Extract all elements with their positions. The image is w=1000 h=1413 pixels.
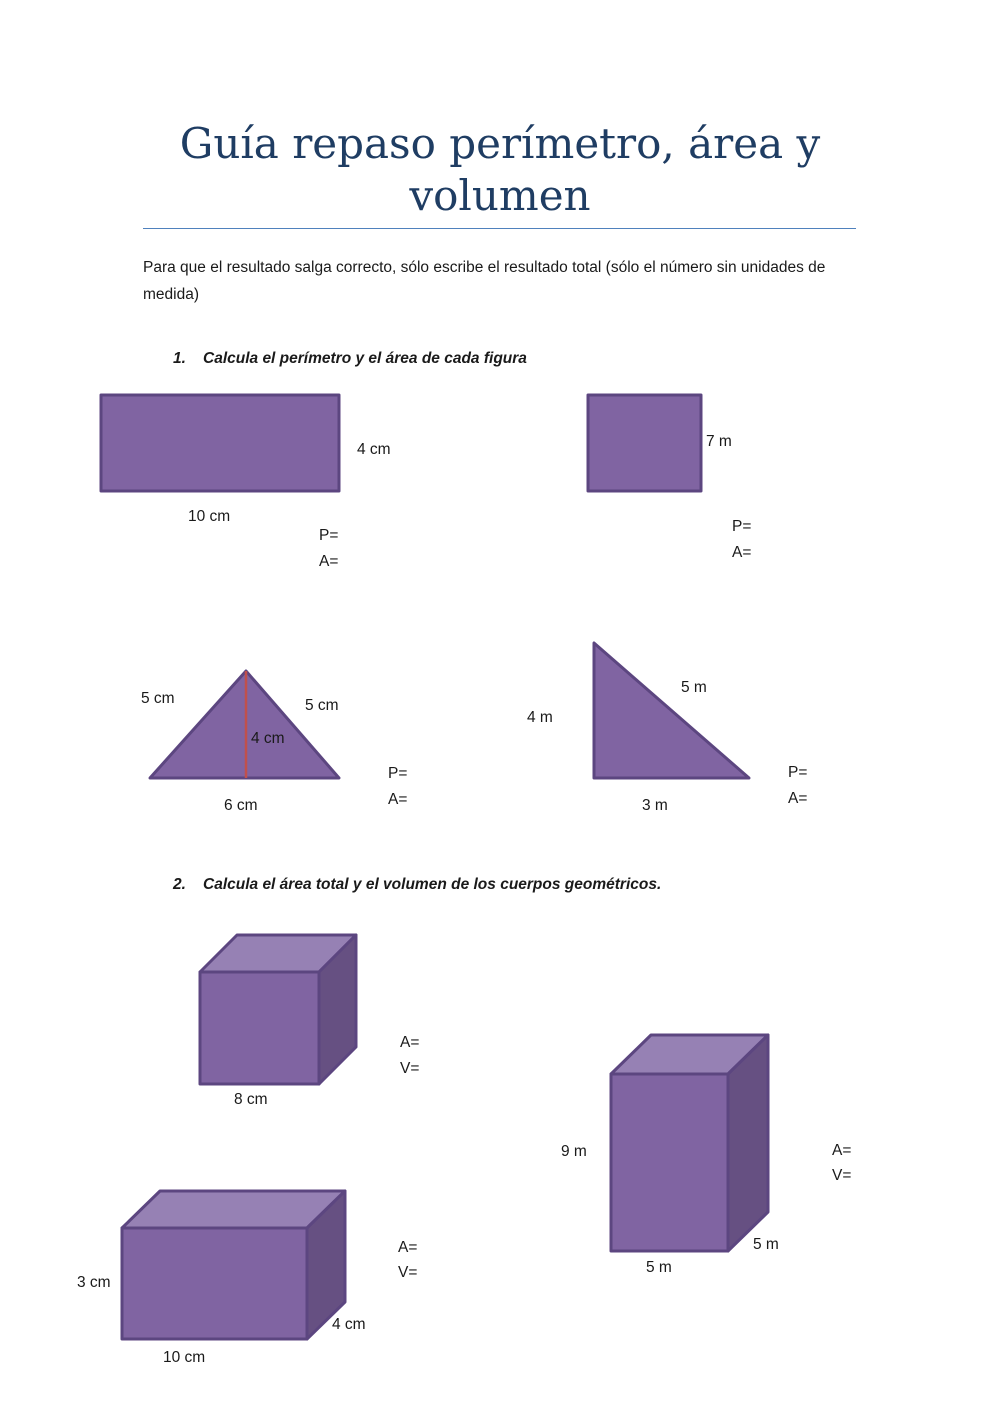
rectangle-width-label: 10 cm xyxy=(188,508,231,525)
triangle-area-label: A= xyxy=(388,791,408,808)
rectangle-height-label: 4 cm xyxy=(357,441,391,458)
right-triangle-perimeter-label: P= xyxy=(788,764,808,781)
rectangle-shape xyxy=(101,395,339,491)
right-triangle-area-label: A= xyxy=(788,790,808,807)
square-area-label: A= xyxy=(732,544,752,561)
cube-area-label: A= xyxy=(400,1034,420,1051)
right-triangle-hypotenuse-label: 5 m xyxy=(681,679,707,696)
triangle-right-side-label: 5 cm xyxy=(305,697,339,714)
tall-prism-volume-label: V= xyxy=(832,1167,852,1184)
wide-prism-volume-label: V= xyxy=(398,1264,418,1281)
wide-prism-depth-label: 4 cm xyxy=(332,1316,366,1333)
triangle-left-side-label: 5 cm xyxy=(141,690,175,707)
isosceles-triangle-shape xyxy=(150,671,339,778)
wide-prism-front-face xyxy=(122,1228,307,1339)
triangle-height-label: 4 cm xyxy=(251,730,285,747)
right-triangle-height-label: 4 m xyxy=(527,709,553,726)
wide-prism-shape xyxy=(122,1191,345,1339)
wide-prism-height-label: 3 cm xyxy=(77,1274,111,1291)
cube-volume-label: V= xyxy=(400,1060,420,1077)
cube-front-face xyxy=(200,972,319,1084)
wide-prism-width-label: 10 cm xyxy=(163,1349,206,1366)
rectangle-area-label: A= xyxy=(319,553,339,570)
question-2-text: Calcula el área total y el volumen de los cuerpos geométricos. xyxy=(203,876,662,893)
triangle-base-label: 6 cm xyxy=(224,797,258,814)
question-1-number: 1. xyxy=(173,350,186,367)
tall-prism-shape xyxy=(611,1035,768,1251)
tall-prism-area-label: A= xyxy=(832,1142,852,1159)
right-triangle-shape xyxy=(594,643,749,778)
wide-prism-area-label: A= xyxy=(398,1239,418,1256)
cube-shape xyxy=(200,935,356,1084)
triangle-perimeter-label: P= xyxy=(388,765,408,782)
right-triangle-base-label: 3 m xyxy=(642,797,668,814)
square-shape xyxy=(588,395,701,491)
instructions-text: Para que el resultado salga correcto, sólo escribe el resultado total (sólo el número sin unidades de medida) xyxy=(143,259,826,303)
question-2-heading xyxy=(173,876,661,894)
tall-prism-height-label: 9 m xyxy=(561,1143,587,1160)
square-side-label: 7 m xyxy=(706,433,732,450)
rectangle-perimeter-label: P= xyxy=(319,527,339,544)
tall-prism-side-face xyxy=(728,1035,768,1251)
question-1-text: Calcula el perímetro y el área de cada figura xyxy=(203,350,527,367)
cube-edge-label: 8 cm xyxy=(234,1091,268,1108)
tall-prism-width-label: 5 m xyxy=(646,1259,672,1276)
tall-prism-front-face xyxy=(611,1074,728,1251)
page-title: Guía repaso perímetro, área y volumen xyxy=(179,119,821,220)
question-2-number: 2. xyxy=(173,876,186,893)
square-perimeter-label: P= xyxy=(732,518,752,535)
tall-prism-depth-label: 5 m xyxy=(753,1236,779,1253)
